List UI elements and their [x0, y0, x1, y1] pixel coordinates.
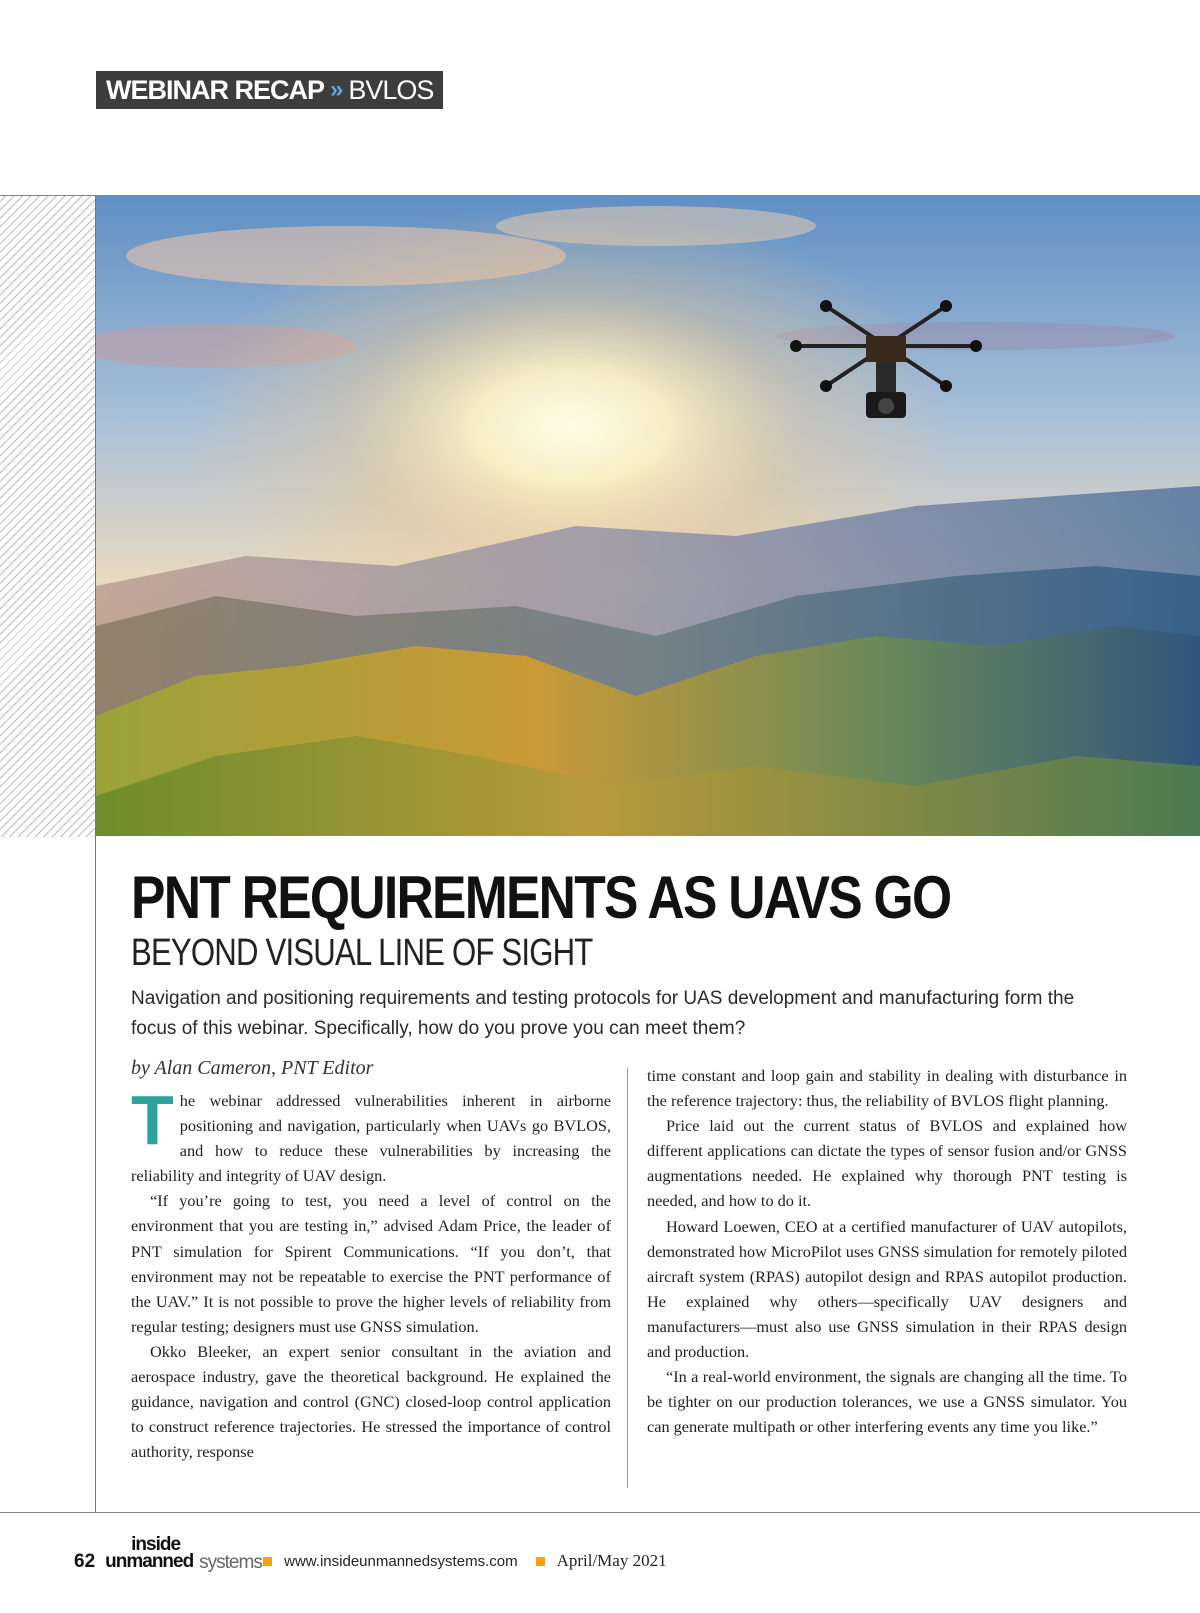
paragraph: time constant and loop gain and stability in dealing with disturbance in the reference trajectory: thus, the reliability of BVLOS flight planning. [647, 1066, 1127, 1111]
paragraph: The webinar addressed vulnerabilities inherent in airborne positioning and navigation, particularly when UAVs go BVLOS, and how to reduce these vulnerabilities by increasing the reliability and integrity of UAV design. [131, 1081, 611, 1186]
footer-url[interactable]: www.insideunmannedsystems.com [284, 1553, 518, 1570]
column-divider [627, 1068, 628, 1488]
vertical-rule [95, 195, 96, 1513]
subheadline: BEYOND VISUAL LINE OF SIGHT [131, 932, 593, 974]
paragraph: “In a real-world environment, the signals are changing all the time. To be tighter on our production tolerances, we use a GNSS simulator. You can generate multipath or other interfering events any time you like.” [647, 1367, 1127, 1437]
footer-square-icon [263, 1557, 272, 1566]
paragraph: Price laid out the current status of BVLOS and explained how different applications can dictate the types of sensor fusion and/or GNSS augmentations needed. He explained why thorough PNT testing is needed, and how to do it. [647, 1116, 1127, 1211]
footer-square-icon [536, 1557, 545, 1566]
headline: PNT REQUIREMENTS AS UAVS GO [131, 864, 951, 931]
bottom-rule [0, 1512, 1200, 1513]
issue-date: April/May 2021 [556, 1551, 667, 1570]
hero-photo [96, 196, 1200, 836]
paragraph: Howard Loewen, CEO at a certified manufacturer of UAV autopilots, demonstrated how MicroPilot uses GNSS simulation for remotely piloted aircraft system (RPAS) autopilot design and RPAS autopilot production. He explained why others—specifically UAV designers and manufacturers—must also use GNSS simulation in their RPAS design and production. [647, 1216, 1127, 1362]
section-tag-sublabel: BVLOS [348, 74, 434, 105]
paragraph: Okko Bleeker, an expert senior consultant in the aviation and aerospace industry, gave the theoretical background. He explained the guidance, navigation and control (GNC) closed-loop control application to construct reference trajectories. He stressed the importance of control authority, response [131, 1341, 611, 1462]
dropcap: T [131, 1081, 174, 1159]
drone-over-mountains-photo-icon [96, 196, 1200, 836]
publication-logo: inside unmanned systems [105, 1534, 262, 1573]
deck: Navigation and positioning requirements and testing protocols for UAS development and manufacturing form the focus of this webinar. Specifically, how do you prove you can meet them? [131, 988, 1075, 1039]
paragraph: “If you’re going to test, you need a level of control on the environment that you are testing in,” advised Adam Price, the leader of PNT simulation for Spirent Communications. “If you don’t, that environment may not be repeatable to exercise the PNT performance of the UAV.” It is not possible to prove the higher levels of reliability from regular testing; designers must use GNSS simulation. [131, 1191, 611, 1336]
byline: by Alan Cameron, PNT Editor [131, 1057, 374, 1079]
body-column-right [647, 1063, 1127, 1439]
body-column-left [131, 1081, 611, 1464]
chevron-icon: » [330, 76, 343, 103]
section-tag-label: WEBINAR RECAP [106, 74, 325, 105]
hatch-decoration [0, 195, 95, 837]
section-tag [96, 71, 443, 109]
page-footer [74, 1535, 667, 1575]
page-number: 62 [74, 1551, 96, 1572]
